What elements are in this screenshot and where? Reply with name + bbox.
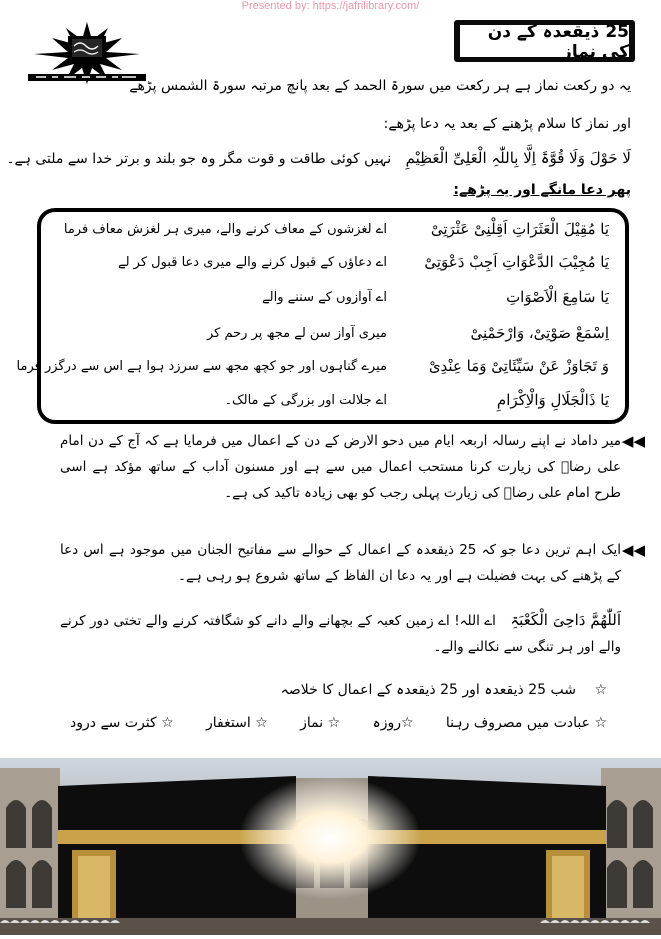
summary-item: [446, 713, 607, 733]
summary-item-label: استغفار: [206, 715, 251, 731]
play-left-double-icon: ◀◀: [621, 541, 645, 559]
dua-arabic: یَا ذَالْجَلَالِ وَالْاِکْرَامِ: [496, 391, 609, 409]
dua-arabic: یَا سَامِعَ الْاَصْوَاتِ: [506, 288, 609, 306]
dua-row: [16, 355, 625, 385]
paragraph-mir-damad: میر داماد نے اپنے رسالہ اربعہ ایام میں دحو الارض کے دن کے اعمال میں فرمایا ہے کہ آج کے دن امام علی رضاؑ کی زیارت کرنا مستحب اعمال میں سے ہے اور مسنون آداب کے ساتھ مؤکد ہے اسی طرح امام علی رضاؑ کی زیارت پہلی رجب کو بھی زیادہ تاکید کی ہے۔: [60, 433, 621, 501]
summary-heading: [281, 680, 607, 700]
dua-urdu: اے دعاؤں کے قبول کرنے والے میری دعا قبول کر لے: [117, 255, 387, 270]
dua-box: [16, 208, 629, 424]
dua-row: [41, 286, 625, 316]
intro-line-1: یہ دو رکعت نماز ہے ہر رکعت میں سورۃ الحمد کے بعد پانچ مرتبہ سورۃ الشمس پڑھے: [129, 78, 631, 94]
summary-item-label: روزہ: [372, 715, 401, 731]
intro-line-4: پھر دعا مانگے اور یہ پڑھے:: [453, 182, 631, 198]
dua-opening-arabic: اَللّٰھُمَّ دَاحِیَ الْکَعْبَۃِ: [510, 611, 621, 629]
summary-items: [70, 713, 607, 733]
dua-urdu: میرے گناہوں اور جو کچھ مجھ سے سرزد ہوا ہے اس سے درگزر فرما: [16, 359, 387, 374]
summary-item-label: نماز: [300, 715, 324, 731]
dua-row: [41, 251, 625, 281]
star-icon: ☆: [400, 715, 414, 731]
paragraph-important-dua: ایک اہم ترین دعا جو کہ 25 ذیقعدہ کے اعمال کے حوالے سے مفاتیح الجنان میں موجود ہے اس دعا کے پڑھنے کی بہت فضیلت ہے اور یہ دعا ان الفاظ کے ساتھ شروع ہو رہی ہے۔: [60, 542, 622, 584]
dua-row: [41, 389, 625, 419]
dua-urdu: اے آوازوں کے سننے والے: [262, 290, 387, 305]
presented-by-link[interactable]: Presented by: https://jafrilibrary.com/: [241, 0, 420, 12]
star-icon: ☆: [255, 715, 268, 731]
page-title: 25 ذیقعدہ کے دن کی نماز: [460, 25, 629, 57]
dua-arabic: وَ تَجَاوَزْ عَنْ سَیِّئَاتِیْ وَمَا عِنْدِیْ: [428, 357, 609, 375]
dua-opening-urdu: اے اللہ! اے زمین کعبہ کے بچھانے والے دانے کو شگافتہ کرنے والے تختی دور کرنے والے اور ہر تنگی سے نکالنے والے۔: [60, 613, 621, 655]
star-icon: ☆: [594, 715, 607, 731]
star-icon: ☆: [594, 682, 607, 698]
play-left-double-icon: ◀◀: [621, 432, 645, 450]
summary-item: [372, 713, 413, 733]
intro-arabic-text: لَا حَوْلَ وَلَا قُوَّۃَ اِلَّا بِاللّٰہِ الْعَلِیِّ الْعَظِیْمِ: [405, 149, 631, 167]
star-icon: ☆: [161, 715, 174, 731]
intro-arabic-translation: نہیں کوئی طاقت و قوت مگر وہ جو بلند و برتر خدا سے ملتی ہے۔: [6, 151, 392, 167]
title-frame: [454, 20, 635, 62]
summary-item-label: کثرت سے درود: [70, 715, 157, 731]
dua-urdu: اے لغزشوں کے معاف کرنے والے، میری ہر لغزش معاف فرما: [63, 222, 387, 237]
intro-arabic: [6, 148, 631, 169]
summary-heading-text: شب 25 ذیقعدہ اور 25 ذیقعدہ کے اعمال کا خلاصہ: [280, 682, 576, 698]
summary-item: [70, 713, 174, 733]
dua-arabic: یَا مُجِیْبَ الدَّعْوَاتِ اَجِبْ دَعْوَتِیْ: [424, 253, 609, 271]
summary-item: [206, 713, 268, 733]
dua-row: [41, 218, 625, 248]
intro-line-2: اور نماز کا سلام پڑھنے کے بعد یہ دعا پڑھے:: [383, 116, 631, 132]
dua-row: [41, 322, 625, 352]
summary-item: [300, 713, 340, 733]
kaaba-photo: [0, 758, 661, 935]
dua-arabic: یَا مُقِیْلَ الْعَثَرَاتِ اَقِلْنِیْ عَثْرَتِیْ: [430, 220, 609, 238]
dua-urdu: میری آواز سن لے مجھ پر رحم کر: [207, 326, 387, 341]
star-icon: ☆: [327, 715, 341, 731]
summary-item-label: عبادت میں مصروف رہنا: [445, 715, 590, 731]
paragraph-dua-translation: [60, 607, 621, 660]
dua-urdu: اے جلالت اور بزرگی کے مالک۔: [224, 393, 387, 408]
dua-arabic: اِسْمَعْ صَوْتِیْ، وَارْحَمْنِیْ: [470, 324, 609, 342]
